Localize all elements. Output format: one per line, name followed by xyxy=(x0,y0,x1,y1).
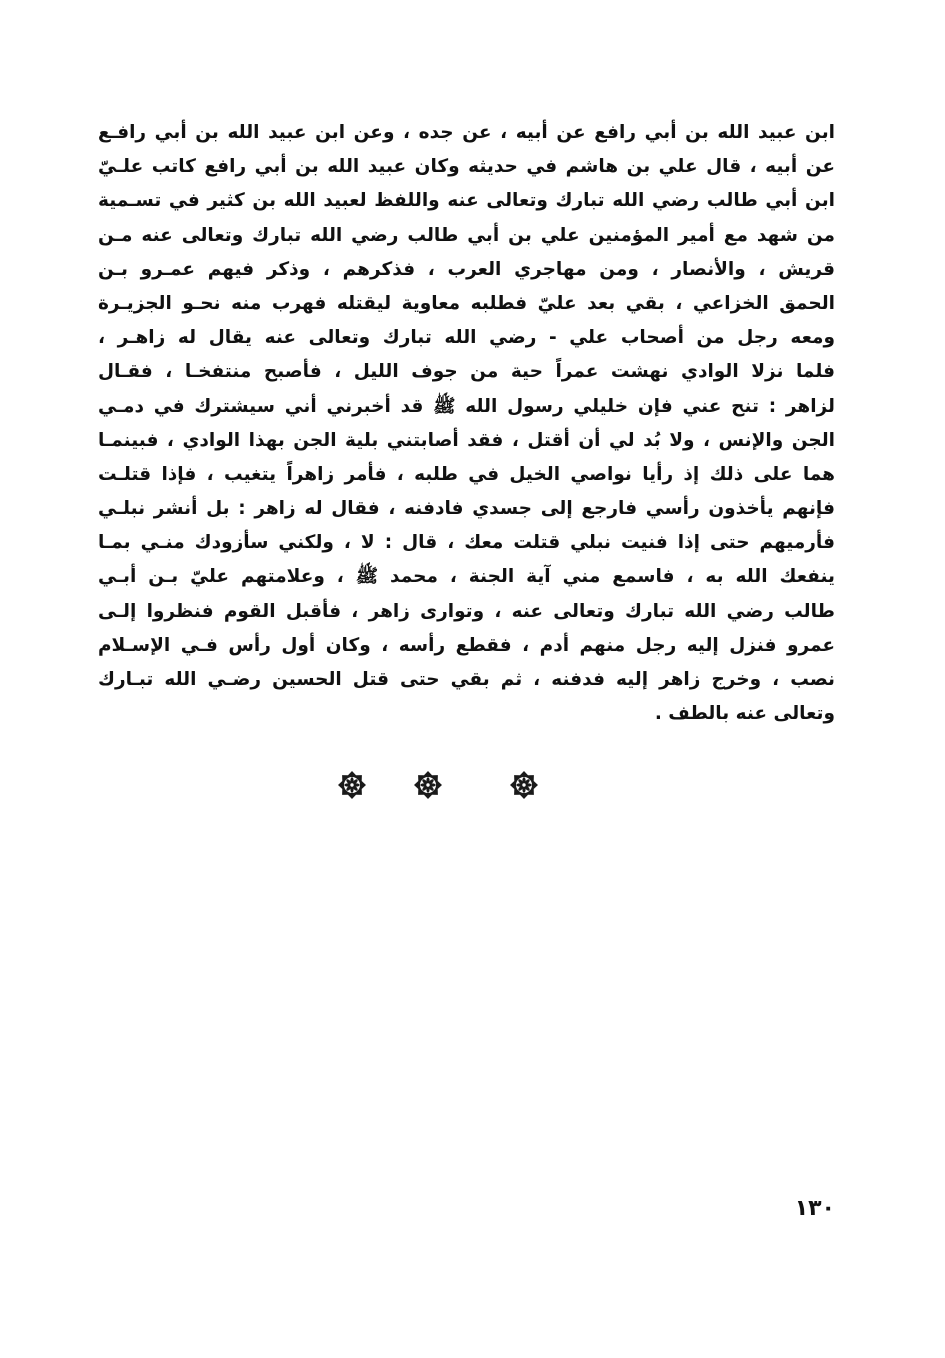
text-line: الحمق الخزاعي ، بقي بعد عليّ فطلبه معاوية ليقتله فهرب منه نحـو الجزيـرة xyxy=(98,292,835,314)
text-line: ومعه رجل من أصحاب علي - رضي الله تبارك وتعالى عنه يقال له زاهـر ، xyxy=(98,327,835,349)
text-line: ينفعك الله به ، فاسمع مني آية الجنة ، محمد ﷺ ، وعلامتهم عليّ بـن أبـي xyxy=(98,566,835,588)
text-line: ابن عبيد الله بن أبي رافع عن أبيه ، عن جده ، وعن ابن عبيد الله بن أبي رافـع xyxy=(98,122,835,143)
text-line: الجن والإنس ، ولا بُد لي أن أقتل ، فقد أصابتني بلية الجن بهذا الوادي ، فبينمـا xyxy=(98,429,835,451)
text-line: نصب ، وخرج زاهر إليه فدفنه ، ثم بقي حتى قتل الحسين رضـي الله تبـارك xyxy=(98,669,835,690)
text-line: عن أبيه ، قال علي بن هاشم في حديثه وكان عبيد الله بن أبي رافع كاتب علـيّ xyxy=(98,156,835,178)
text-line: فأرميهم حتى إذا فنيت نبلي قتلت معك ، قال : لا ، ولكني سأزودك منـي بمـا xyxy=(98,532,835,554)
rosette-ornament-icon xyxy=(509,770,539,800)
text-line: طالب رضي الله تبارك وتعالى عنه ، وتوارى زاهر ، فأقبل القوم فنظروا إلـى xyxy=(98,600,835,622)
text-line: فلما نزلا الوادي نهشت عمراً حية من جوف الليل ، فأصبح منتفخـا ، فقـال xyxy=(98,361,835,383)
text-line: فإنهم يأخذون رأسي فارجع إلى جسدي فادفنه ، فقال له زاهر : بل أنشر نبلـي xyxy=(98,498,835,520)
page-number: ١٣٠ xyxy=(794,1196,835,1221)
rosette-ornament-icon xyxy=(337,770,367,800)
text-line: هما على ذلك إذ رأيا نواصي الخيل في طلبه ، فأمر زاهراً يتغيب ، فإذا قتلـت xyxy=(98,463,835,485)
text-line: من شهد مع أمير المؤمنين علي بن أبي طالب رضي الله تبارك وتعالى عنه مـن xyxy=(98,224,835,246)
text-line: وتعالى عنه بالطف . xyxy=(654,703,835,725)
text-line: ابن أبي طالب رضي الله تبارك وتعالى عنه واللفظ لعبيد الله بن كثير في تسـمية xyxy=(98,190,835,212)
text-line: عمرو فنزل إليه رجل منهم أدم ، فقطع رأسه ، وكان أول رأس فـي الإسـلام xyxy=(98,634,835,656)
text-line: قريش ، والأنصار ، ومن مهاجري العرب ، فذكرهم ، وذكر فيهم عمـرو بـن xyxy=(98,258,835,280)
text-line: لزاهر : تنح عني فإن خليلي رسول الله ﷺ قد أخبرني أني سيشترك في دمـي xyxy=(98,395,835,417)
section-ornaments xyxy=(0,770,945,804)
body-text xyxy=(98,116,835,731)
rosette-ornament-icon xyxy=(413,770,443,800)
